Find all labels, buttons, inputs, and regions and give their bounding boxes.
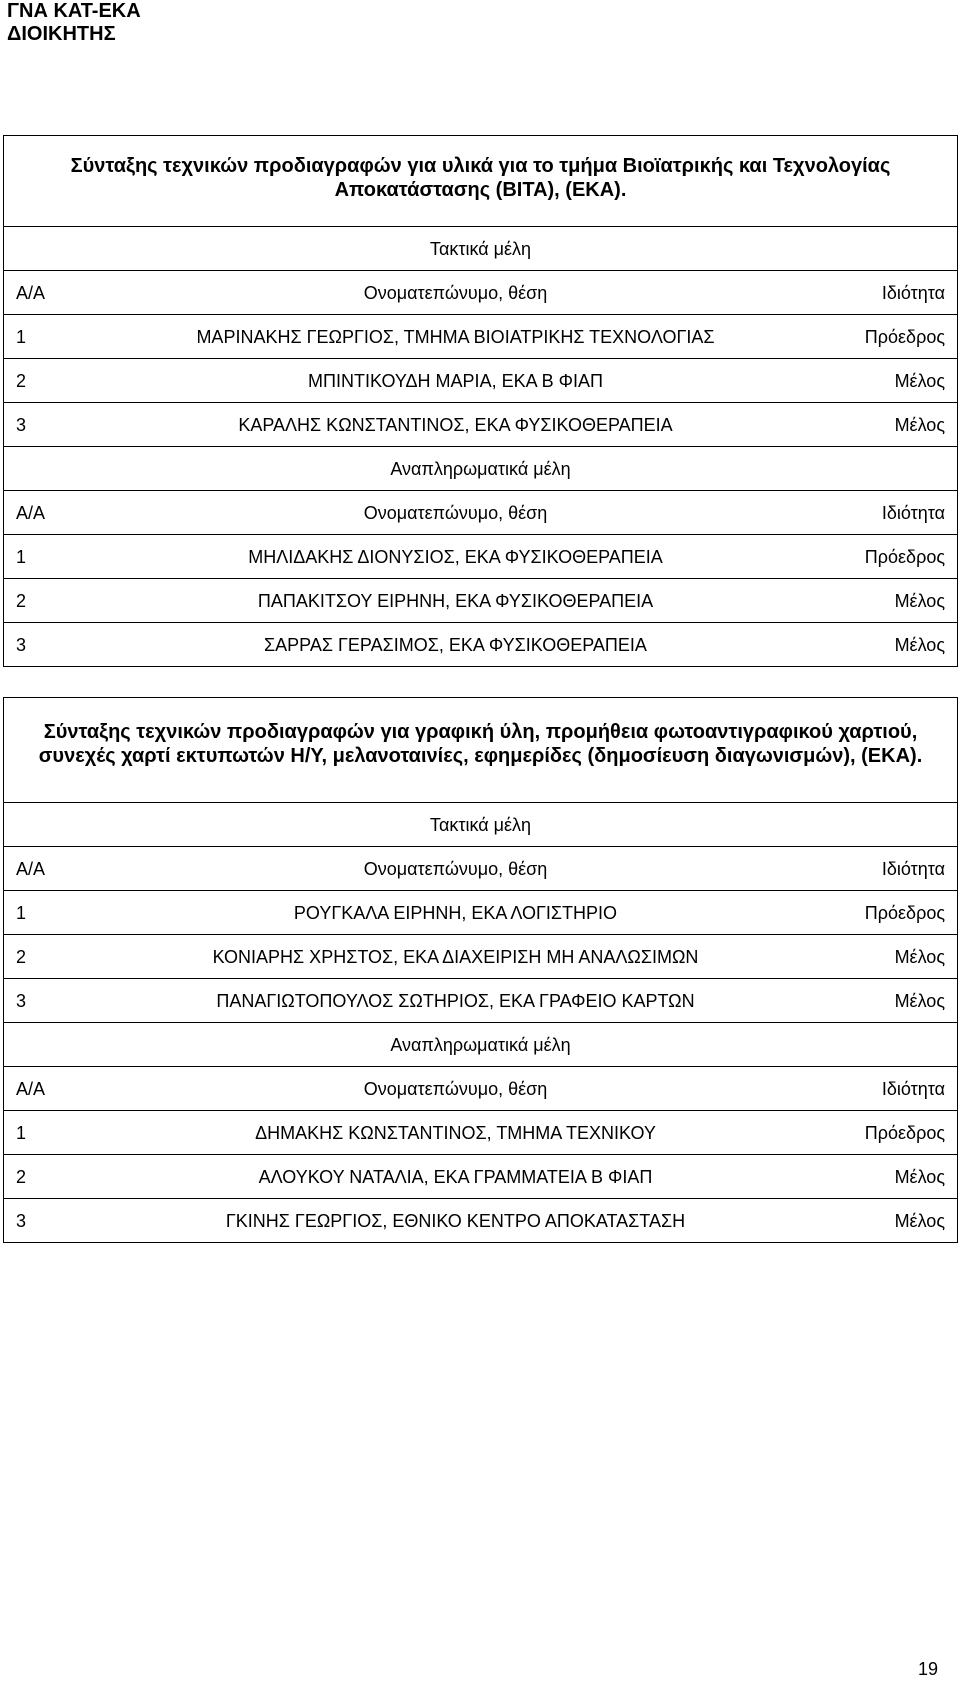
table-row [4,534,957,578]
header-aa: Α/Α [16,859,46,879]
group-caption-alternate: Αναπληρωματικά μέλη [4,446,957,490]
document-header [7,0,141,46]
row-number: 2 [16,371,27,391]
member-name: ΓΚΙΝΗΣ ΓΕΩΡΓΙΟΣ, ΕΘΝΙΚΟ ΚΕΝΤΡΟ ΑΠΟΚΑΤΑΣΤΑΣΗ [225,1211,686,1231]
member-name: ΠΑΠΑΚΙΤΣΟΥ ΕΙΡΗΝΗ, ΕΚΑ ΦΥΣΙΚΟΘΕΡΑΠΕΙΑ [257,591,654,611]
member-role: Μέλος [894,591,945,611]
group-caption-regular: Τακτικά μέλη [4,802,957,846]
row-number: 3 [16,991,27,1011]
table-header-row [4,846,957,890]
row-number: 3 [16,415,27,435]
row-number: 2 [16,1167,27,1187]
member-role: Μέλος [894,991,945,1011]
header-aa: Α/Α [16,1079,46,1099]
member-name: ΑΛΟΥΚΟΥ ΝΑΤΑΛΙΑ, ΕΚΑ ΓΡΑΜΜΑΤΕΙΑ Β ΦΙΑΠ [258,1167,653,1187]
header-name: Ονοματεπώνυμο, θέση [363,1079,548,1099]
header-org: ΓΝΑ ΚΑΤ-ΕΚΑ [7,0,141,22]
row-number: 1 [16,547,27,567]
table-row [4,1110,957,1154]
committee-title: Σύνταξης τεχνικών προδιαγραφών για γραφική ύλη, προμήθεια φωτοαντιγραφικού χαρτιού, συνεχές χαρτί εκτυπωτών Η/Υ, μελανοταινίες, εφημερίδες (δημοσίευση διαγωνισμών), (ΕΚΑ). [38,721,923,767]
group-caption-regular: Τακτικά μέλη [4,226,957,270]
member-name: ΜΗΛΙΔΑΚΗΣ ΔΙΟΝΥΣΙΟΣ, ΕΚΑ ΦΥΣΙΚΟΘΕΡΑΠΕΙΑ [248,547,663,567]
header-aa: Α/Α [16,283,46,303]
member-name: ΚΑΡΑΛΗΣ ΚΩΝΣΤΑΝΤΙΝΟΣ, ΕΚΑ ΦΥΣΙΚΟΘΕΡΑΠΕΙΑ [238,415,673,435]
member-name: ΠΑΝΑΓΙΩΤΟΠΟΥΛΟΣ ΣΩΤΗΡΙΟΣ, ΕΚΑ ΓΡΑΦΕΙΟ ΚΑΡΤΩΝ [216,991,695,1011]
row-number: 2 [16,947,27,967]
member-role: Πρόεδρος [864,903,945,923]
member-name: ΔΗΜΑΚΗΣ ΚΩΝΣΤΑΝΤΙΝΟΣ, ΤΜΗΜΑ ΤΕΧΝΙΚΟΥ [255,1123,656,1143]
member-role: Μέλος [894,635,945,655]
header-name: Ονοματεπώνυμο, θέση [363,503,548,523]
committee-table-1 [3,135,958,667]
committee-title: Σύνταξης τεχνικών προδιαγραφών για υλικά για το τμήμα Βιοϊατρικής και Τεχνολογίας Αποκατάστασης (ΒΙΤΑ), (ΕΚΑ). [70,155,891,201]
row-number: 1 [16,1123,27,1143]
member-role: Μέλος [894,371,945,391]
committee-table-2 [3,697,958,1243]
header-name: Ονοματεπώνυμο, θέση [363,859,548,879]
member-role: Μέλος [894,1167,945,1187]
row-number: 2 [16,591,27,611]
group-caption-alternate: Αναπληρωματικά μέλη [4,1022,957,1066]
table-row [4,578,957,622]
table-row [4,1198,957,1242]
table-row [4,890,957,934]
table-row [4,402,957,446]
member-name: ΜΠΙΝΤΙΚΟΥΔΗ ΜΑΡΙΑ, ΕΚΑ Β ΦΙΑΠ [308,371,603,391]
member-role: Μέλος [894,1211,945,1231]
header-role: Ιδιότητα [881,283,945,303]
member-role: Μέλος [894,415,945,435]
table-header-row [4,490,957,534]
table-row [4,1154,957,1198]
member-role: Πρόεδρος [864,547,945,567]
table-row [4,314,957,358]
table-row [4,934,957,978]
table-row [4,358,957,402]
row-number: 3 [16,1211,27,1231]
member-name: ΣΑΡΡΑΣ ΓΕΡΑΣΙΜΟΣ, ΕΚΑ ΦΥΣΙΚΟΘΕΡΑΠΕΙΑ [264,635,647,655]
row-number: 1 [16,903,27,923]
table-row [4,622,957,666]
header-aa: Α/Α [16,503,46,523]
member-role: Πρόεδρος [864,327,945,347]
header-name: Ονοματεπώνυμο, θέση [363,283,548,303]
member-role: Μέλος [894,947,945,967]
row-number: 1 [16,327,27,347]
table-header-row [4,270,957,314]
member-name: ΡΟΥΓΚΑΛΑ ΕΙΡΗΝΗ, ΕΚΑ ΛΟΓΙΣΤΗΡΙΟ [293,903,618,923]
member-role: Πρόεδρος [864,1123,945,1143]
table-row [4,978,957,1022]
table-header-row [4,1066,957,1110]
member-name: ΜΑΡΙΝΑΚΗΣ ΓΕΩΡΓΙΟΣ, ΤΜΗΜΑ ΒΙΟΙΑΤΡΙΚΗΣ ΤΕΧΝΟΛΟΓΙΑΣ [196,327,715,347]
page-number: 19 [917,1659,938,1679]
header-role: ΔΙΟΙΚΗΤΗΣ [7,23,116,45]
row-number: 3 [16,635,27,655]
header-role: Ιδιότητα [881,503,945,523]
header-role: Ιδιότητα [881,859,945,879]
member-name: ΚΟΝΙΑΡΗΣ ΧΡΗΣΤΟΣ, ΕΚΑ ΔΙΑΧΕΙΡΙΣΗ ΜΗ ΑΝΑΛΩΣΙΜΩΝ [212,947,699,967]
header-role: Ιδιότητα [881,1079,945,1099]
